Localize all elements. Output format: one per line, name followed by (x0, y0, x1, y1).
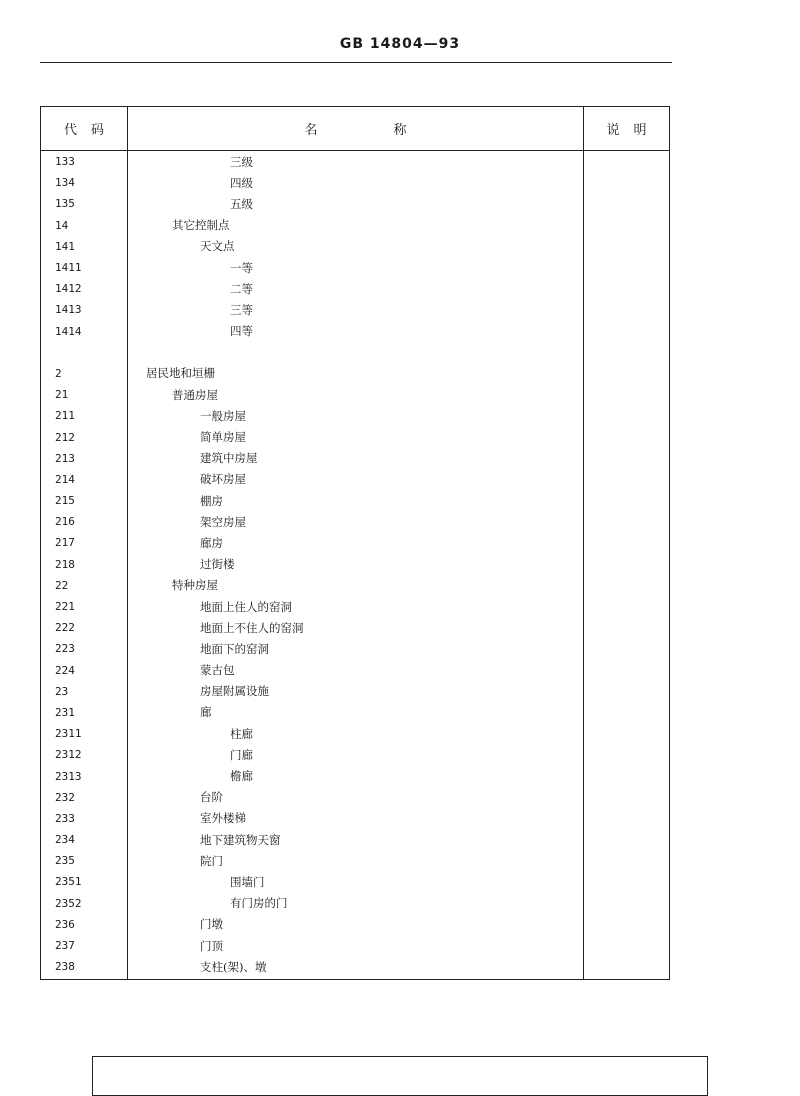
table-row-name: 二等 (230, 281, 253, 296)
table-row-name: 房屋附属设施 (200, 684, 269, 699)
table-row-code: 213 (55, 451, 75, 465)
table-row-name: 廊房 (200, 535, 223, 550)
table-row-note (584, 448, 669, 469)
table-row-code: 212 (55, 430, 75, 444)
header-name: 名称 (127, 107, 583, 150)
table-row-note (584, 299, 669, 320)
table-row-name: 建筑中房屋 (200, 451, 258, 466)
footer-box (92, 1056, 708, 1096)
table-row-name: 廊 (200, 705, 212, 720)
table-row-code: 134 (55, 176, 75, 190)
table-row-note (584, 236, 669, 257)
table-row-note (584, 469, 669, 490)
table-row-note (584, 172, 669, 193)
table-row-code: 237 (55, 939, 75, 953)
table-row-name: 居民地和垣栅 (146, 366, 215, 381)
table-row-code: 1413 (55, 303, 82, 317)
table-row-code: 2352 (55, 896, 82, 910)
table-row-note (584, 723, 669, 744)
table-row-code: 221 (55, 600, 75, 614)
table-row-code: 232 (55, 790, 75, 804)
table-row-name: 室外楼梯 (200, 811, 246, 826)
table-row-code (41, 342, 127, 363)
table-row-note (584, 829, 669, 850)
table-row-note (584, 278, 669, 299)
table-row-name: 破坏房屋 (200, 472, 246, 487)
table-row-name: 一等 (230, 260, 253, 275)
table-row-note (584, 914, 669, 935)
table-row-note (584, 596, 669, 617)
table-row-note (584, 765, 669, 786)
table-row-note (584, 744, 669, 765)
header-note: 说明 (583, 107, 669, 150)
table-row-note (584, 257, 669, 278)
table-row-note (584, 193, 669, 214)
table-row-name: 地面上不住人的窑洞 (200, 620, 304, 635)
table-row-note (584, 384, 669, 405)
table-row-code: 14 (55, 218, 69, 232)
table-row-note (584, 215, 669, 236)
table-row-note (584, 638, 669, 659)
name-column (127, 151, 583, 979)
table-row-name: 蒙古包 (200, 663, 235, 678)
table-row-name: 围墙门 (230, 874, 265, 889)
table-row-note (584, 956, 669, 977)
table-row-code: 23 (55, 684, 69, 698)
table-row-note (584, 363, 669, 384)
table-row-note (584, 554, 669, 575)
table-row-name: 四等 (230, 324, 253, 339)
table-row-code: 2312 (55, 748, 82, 762)
table-row-code: 22 (55, 578, 69, 592)
table-row-code: 141 (55, 239, 75, 253)
table-row-code: 235 (55, 854, 75, 868)
table-row-code: 222 (55, 621, 75, 635)
table-row-note (584, 787, 669, 808)
header-code: 代码 (63, 123, 118, 138)
table-row-name: 院门 (200, 853, 223, 868)
code-table (40, 106, 670, 980)
table-row-name: 门廊 (230, 747, 253, 762)
table-row-name: 简单房屋 (200, 430, 246, 445)
table-row-note (584, 681, 669, 702)
table-row-note (584, 405, 669, 426)
table-row-name: 五级 (230, 196, 253, 211)
table-row-note (584, 871, 669, 892)
table-row-code: 135 (55, 197, 75, 211)
table-row-name: 特种房屋 (172, 578, 218, 593)
table-row-note (584, 321, 669, 342)
table-row-code: 233 (55, 811, 75, 825)
table-row-code: 1414 (55, 324, 82, 338)
table-row-code: 2313 (55, 769, 82, 783)
standard-number: GB 14804—93 (339, 36, 461, 52)
table-row-code: 224 (55, 663, 75, 677)
table-row-code: 1412 (55, 282, 82, 296)
table-row-note (584, 660, 669, 681)
table-row-code: 2 (55, 366, 62, 380)
table-row-name: 地下建筑物天窗 (200, 832, 281, 847)
table-row-name: 柱廊 (230, 726, 253, 741)
table-row-name: 支柱(架)、墩 (200, 959, 267, 974)
table-row-code: 231 (55, 705, 75, 719)
table-row-name: 檐廊 (230, 769, 253, 784)
table-row-note (584, 151, 669, 172)
table-row-code: 2311 (55, 727, 82, 741)
code-column (41, 151, 127, 979)
table-row-name: 台阶 (200, 790, 223, 805)
table-row-note (584, 808, 669, 829)
table-row-name: 三等 (230, 302, 253, 317)
table-row-note (584, 617, 669, 638)
header-rule (40, 62, 672, 63)
table-row-name: 一般房屋 (200, 408, 246, 423)
table-row-name: 三级 (230, 154, 253, 169)
table-row-note (584, 511, 669, 532)
table-row-code: 234 (55, 833, 75, 847)
table-row-note (584, 935, 669, 956)
table-body (41, 151, 669, 979)
table-row-name: 四级 (230, 175, 253, 190)
table-row-code: 21 (55, 388, 69, 402)
table-row-name: 天文点 (200, 239, 235, 254)
table-row-code: 215 (55, 494, 75, 508)
table-row-name: 普通房屋 (172, 387, 218, 402)
table-row-note (584, 575, 669, 596)
table-row-name: 有门房的门 (230, 896, 288, 911)
table-row-name: 门墩 (200, 917, 223, 932)
table-row-name (128, 342, 583, 363)
table-header-row (41, 107, 669, 151)
table-row-code: 133 (55, 155, 75, 169)
table-row-note (584, 893, 669, 914)
table-row-note (584, 490, 669, 511)
table-row-code: 2351 (55, 875, 82, 889)
table-row-name: 过街楼 (200, 557, 235, 572)
table-row-note (584, 850, 669, 871)
table-row-name: 架空房屋 (200, 514, 246, 529)
table-row-code: 217 (55, 536, 75, 550)
table-row-note (584, 702, 669, 723)
table-row-name: 地面上住人的窑洞 (200, 599, 292, 614)
table-row-code: 236 (55, 917, 75, 931)
table-row-code: 211 (55, 409, 75, 423)
table-row-code: 1411 (55, 261, 82, 275)
table-row-code: 223 (55, 642, 75, 656)
table-row-code: 238 (55, 960, 75, 974)
table-row-note (584, 532, 669, 553)
table-row-name: 地面下的窑洞 (200, 641, 269, 656)
table-row-name: 门顶 (200, 938, 223, 953)
table-row-code: 218 (55, 557, 75, 571)
table-row-note (584, 426, 669, 447)
table-row-name: 棚房 (200, 493, 223, 508)
table-row-code: 216 (55, 515, 75, 529)
note-column (583, 151, 669, 979)
table-row-note (584, 342, 669, 363)
table-row-code: 214 (55, 472, 75, 486)
table-row-name: 其它控制点 (172, 218, 230, 233)
